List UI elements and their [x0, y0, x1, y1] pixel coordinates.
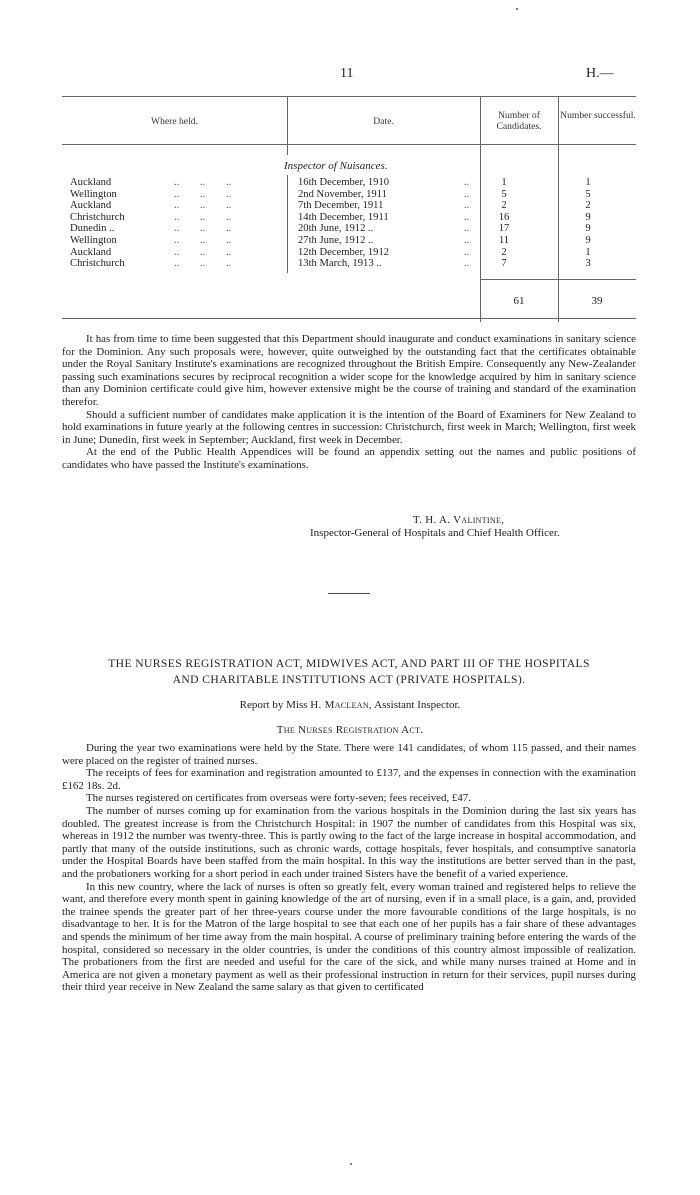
- place-cell: Wellington: [70, 188, 117, 200]
- leader-dots: ..: [174, 188, 180, 200]
- paragraph: Should a sufficient number of candidates make application it is the intention of the Board of Examiners for New Zealand to hold examinations in future yearly at the following centres in succession: Christchurch, first week in March; Wellington, first week in June; Dunedin, first week in September; Auckland, first week in December.: [62, 408, 636, 446]
- leader-dots: ..: [200, 246, 206, 258]
- leader-dots: ..: [464, 223, 470, 235]
- paragraph: In this new country, where the lack of nurses is often so greatly felt, every woman trained and registered helps to relieve the want, and therefore every month spent in gaining knowledge of the art of nursing, even if in a small place, is a gain, and, provided the trainee spends the greater part of her three-years course under the more favourable conditions of the large hospitals, is no disadvantage to her. It is for the Matron of the large hospital to see that each one of her pupils has a fair share of these advantages and spends the minimum of her time away from the main hospital. A course of preliminary training before entering the wards of the hospital, considered so necessary in the older countries, is under the conditions of this country almost impossible of realization. The probationers from the first are needed and useful for the care of the sick, and while many nurses trained at Home and in America are not given a monetary payment as well as their professional instruction in return for their services, pupil nurses during their third year receive in New Zealand the same salary as that given to certificated: [62, 880, 636, 994]
- leader-dots: ..: [226, 234, 232, 246]
- table-row: [62, 177, 636, 189]
- leader-dots: ..: [226, 223, 232, 235]
- header-date: Date.: [373, 116, 394, 127]
- section-title-line: AND CHARITABLE INSTITUTIONS ACT (PRIVATE HOSPITALS).: [172, 673, 526, 686]
- leader-dots: ..: [174, 258, 180, 270]
- date-cell: 14th December, 1911: [298, 211, 389, 223]
- candidates-cell: 11: [498, 234, 510, 246]
- byline-prefix: Report by Miss: [239, 699, 308, 711]
- header-bottom-rule: [62, 144, 636, 145]
- section-title: [62, 656, 636, 688]
- candidates-cell: 17: [498, 223, 510, 235]
- leader-dots: ..: [464, 234, 470, 246]
- table-body: [62, 177, 636, 270]
- section-title-line: THE NURSES REGISTRATION ACT, MIDWIVES ACT, AND PART III OF THE HOSPITALS: [108, 657, 590, 670]
- leader-dots: ..: [464, 246, 470, 258]
- paragraph: The receipts of fees for examination and registration amounted to £137, and the expenses in connection with the examination £162 18s. 2d.: [62, 767, 636, 792]
- header-where-held: Where held.: [151, 116, 198, 127]
- byline-name: H. Maclean,: [310, 699, 372, 711]
- leader-dots: ..: [226, 200, 232, 212]
- leader-dots: ..: [226, 211, 232, 223]
- paragraph: At the end of the Public Health Appendices will be found an appendix setting out the names and public positions of candidates who have passed the Institute's examinations.: [62, 446, 636, 471]
- candidates-cell: 2: [501, 200, 507, 212]
- signature-name: T. H. A. Valintine,: [413, 514, 505, 526]
- table-top-rule: [62, 96, 636, 97]
- date-cell: 20th June, 1912 ..: [298, 223, 374, 235]
- total-successful: 39: [591, 295, 603, 307]
- table-row: [62, 258, 636, 270]
- candidates-cell: 5: [501, 188, 507, 200]
- parliamentary-reference: H.—: [586, 66, 614, 81]
- byline-suffix: Assistant Inspector.: [374, 699, 461, 711]
- leader-dots: ..: [464, 258, 470, 270]
- successful-cell: 3: [585, 258, 591, 270]
- table-row: [62, 223, 636, 235]
- leader-dots: ..: [174, 246, 180, 258]
- table-row: [62, 189, 636, 201]
- place-cell: Christchurch: [70, 211, 125, 223]
- table-row: [62, 200, 636, 212]
- leader-dots: ..: [200, 234, 206, 246]
- place-cell: Christchurch: [70, 258, 125, 270]
- place-cell: Auckland: [70, 246, 112, 258]
- table-bottom-rule: [62, 318, 636, 319]
- leader-dots: ..: [226, 177, 232, 188]
- leader-dots: ..: [200, 258, 206, 270]
- leader-dots: ..: [174, 234, 180, 246]
- paragraph: It has from time to time been suggested that this Department should inaugurate and conduct examinations in sanitary science for the Dominion. Any such proposals were, however, quite outweighed by the outstanding fact that the certificates obtainable under the Royal Sanitary Institute's examinations are recognized throughout the British Empire. Consequently any New-Zealander passing such examinations secures by reciprocal recognition a wider scope for the knowledge acquired by him in sanitary science than any Dominion certificate could give him, however extensive might be the course of training and standard of the examination therefor.: [62, 333, 636, 408]
- results-table: [62, 96, 636, 322]
- candidates-cell: 7: [501, 258, 507, 270]
- leader-dots: ..: [200, 188, 206, 200]
- leader-dots: ..: [200, 211, 206, 223]
- leader-dots: ..: [464, 188, 470, 200]
- successful-cell: 2: [585, 200, 591, 212]
- candidates-cell: 2: [501, 246, 507, 258]
- signature-title: Inspector-General of Hospitals and Chief Health Officer.: [310, 527, 560, 539]
- section-divider: [328, 593, 370, 594]
- successful-cell: 9: [585, 234, 591, 246]
- leader-dots: ..: [226, 246, 232, 258]
- report-byline: [0, 699, 700, 711]
- leader-dots: ..: [200, 200, 206, 212]
- subheading: The Nurses Registration Act.: [276, 724, 424, 736]
- header-candidates: Number of Candidates.: [496, 110, 542, 132]
- date-cell: 27th June, 1912 ..: [298, 234, 374, 246]
- successful-cell: 1: [585, 177, 591, 188]
- leader-dots: ..: [464, 177, 470, 188]
- paragraph: The number of nurses coming up for examination from the various hospitals in the Dominion during the last six years has doubled. The greatest increase is from the Christchurch Hospital: in 1907 the number of candidates from this Hospital was six, whereas in 1912 the number was twenty-three. This is partly owing to the fact of the large increase in hospital accommodation, and partly that many of the outside institutions, such as chronic wards, cottage hospitals, fever hospitals, and consumptive sanatoria under the Hospital Boards have been staffed from the main hospital. In this way the institutions are better served than in the past, and the probationers working for a short period in each under trained Sisters have the benefit of a varied experience.: [62, 804, 636, 880]
- place-cell: Dunedin ..: [70, 223, 115, 235]
- leader-dots: ..: [464, 211, 470, 223]
- paragraph: The nurses registered on certificates from overseas were forty-seven; fees received, £47.: [86, 792, 471, 805]
- successful-cell: 1: [585, 246, 591, 258]
- nurses-report-text: [62, 742, 636, 994]
- table-caption: Inspector of Nuisances.: [284, 160, 388, 172]
- place-cell: Auckland: [70, 200, 112, 212]
- date-cell: 7th December, 1911: [298, 200, 384, 212]
- ink-speck-bottom: [350, 1163, 352, 1165]
- leader-dots: ..: [226, 188, 232, 200]
- leader-dots: ..: [174, 177, 180, 188]
- leader-dots: ..: [226, 258, 232, 270]
- date-cell: 12th December, 1912: [298, 246, 390, 258]
- paragraph: During the year two examinations were held by the State. There were 141 candidates, of whom 115 passed, and their names were placed on the register of trained nurses.: [62, 742, 636, 767]
- page-header: [0, 66, 700, 82]
- total-top-rule: [480, 279, 636, 280]
- leader-dots: ..: [174, 211, 180, 223]
- place-cell: Auckland: [70, 177, 112, 188]
- successful-cell: 9: [585, 223, 591, 235]
- successful-cell: 5: [585, 188, 591, 200]
- sanitary-science-text: [62, 333, 636, 472]
- candidates-cell: 16: [498, 211, 510, 223]
- page-number: 11: [340, 66, 354, 81]
- total-candidates: 61: [513, 295, 525, 307]
- header-successful: Number successful.: [560, 110, 636, 121]
- date-cell: 16th December, 1910: [298, 177, 390, 188]
- ink-speck-top: [516, 8, 518, 10]
- place-cell: Wellington: [70, 234, 117, 246]
- leader-dots: ..: [174, 200, 180, 212]
- leader-dots: ..: [174, 223, 180, 235]
- table-row: [62, 247, 636, 259]
- leader-dots: ..: [200, 223, 206, 235]
- candidates-cell: 1: [501, 177, 507, 188]
- table-row: [62, 235, 636, 247]
- leader-dots: ..: [464, 200, 470, 212]
- date-cell: 2nd November, 1911: [298, 188, 387, 200]
- date-cell: 13th March, 1913 ..: [298, 258, 382, 270]
- successful-cell: 9: [585, 211, 591, 223]
- leader-dots: ..: [200, 177, 206, 188]
- table-row: [62, 212, 636, 224]
